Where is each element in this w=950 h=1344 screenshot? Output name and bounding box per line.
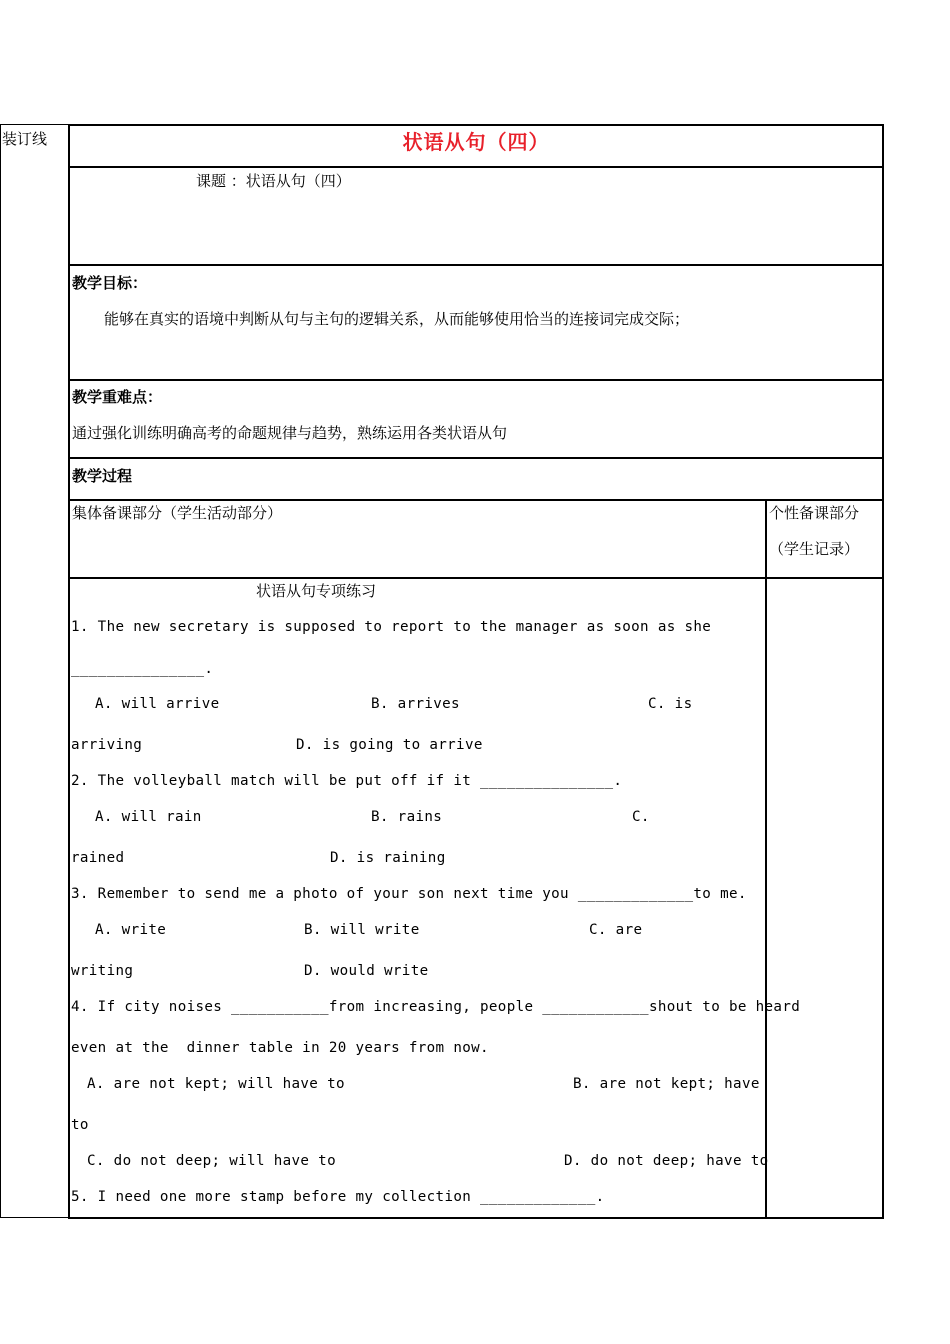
personal-column-subheader: （学生记录） <box>769 540 860 558</box>
process-heading: 教学过程 <box>72 467 133 485</box>
row-divider <box>68 264 884 266</box>
row-divider <box>68 166 884 168</box>
topic-line: 课题 ：状语从句（四） <box>196 172 351 190</box>
question-option: D. is going to arrive <box>296 737 483 753</box>
column-divider <box>765 499 767 1219</box>
question-text: 3. Remember to send me a photo of your son next time you _____________to me. <box>71 886 747 902</box>
question-option: C. are <box>589 922 643 938</box>
objectives-text: 能够在真实的语境中判断从句与主句的逻辑关系，从而能够使用恰当的连接词完成交际； <box>104 310 690 328</box>
question-text: 4. If city noises ___________from increasing, people ____________shout to be heard <box>71 999 801 1015</box>
question-option: B. are not kept; have <box>573 1076 760 1092</box>
personal-column-header: 个性备课部分 <box>769 504 860 522</box>
question-text: 5. I need one more stamp before my collection _____________. <box>71 1189 605 1205</box>
question-option: B. will write <box>304 922 420 938</box>
binding-label: 装订线 <box>2 130 48 148</box>
objectives-heading: 教学目标： <box>72 274 148 292</box>
question-option: B. arrives <box>371 696 460 712</box>
question-text: even at the dinner table in 20 years from now. <box>71 1040 489 1056</box>
question-option: A. are not kept; will have to <box>87 1076 345 1092</box>
question-option: C. <box>632 809 650 825</box>
binding-column <box>0 124 68 1218</box>
question-text: _______________. <box>71 661 214 677</box>
question-option: rained <box>71 850 125 866</box>
question-option: C. is <box>648 696 693 712</box>
key-points-heading: 教学重难点： <box>72 388 163 406</box>
question-option: D. is raining <box>330 850 446 866</box>
question-option: C. do not deep; will have to <box>87 1153 336 1169</box>
exercise-heading: 状语从句专项练习 <box>256 582 377 600</box>
row-divider <box>68 457 884 459</box>
question-text: 1. The new secretary is supposed to report to the manager as soon as she <box>71 619 712 635</box>
page-title: 状语从句（四） <box>402 130 550 154</box>
question-option: A. will rain <box>95 809 202 825</box>
row-divider <box>68 577 884 579</box>
question-option: arriving <box>71 737 143 753</box>
question-option: A. will arrive <box>95 696 220 712</box>
question-option: writing <box>71 963 134 979</box>
row-divider <box>68 499 884 501</box>
question-option: B. rains <box>371 809 443 825</box>
collective-column-header: 集体备课部分（学生活动部分） <box>72 504 283 522</box>
question-option: to <box>71 1117 89 1133</box>
question-text: 2. The volleyball match will be put off if it _______________. <box>71 773 623 789</box>
row-divider <box>68 379 884 381</box>
question-option: D. do not deep; have to <box>564 1153 769 1169</box>
key-points-text: 通过强化训练明确高考的命题规律与趋势，熟练运用各类状语从句 <box>72 424 508 442</box>
question-option: A. write <box>95 922 167 938</box>
question-option: D. would write <box>304 963 429 979</box>
